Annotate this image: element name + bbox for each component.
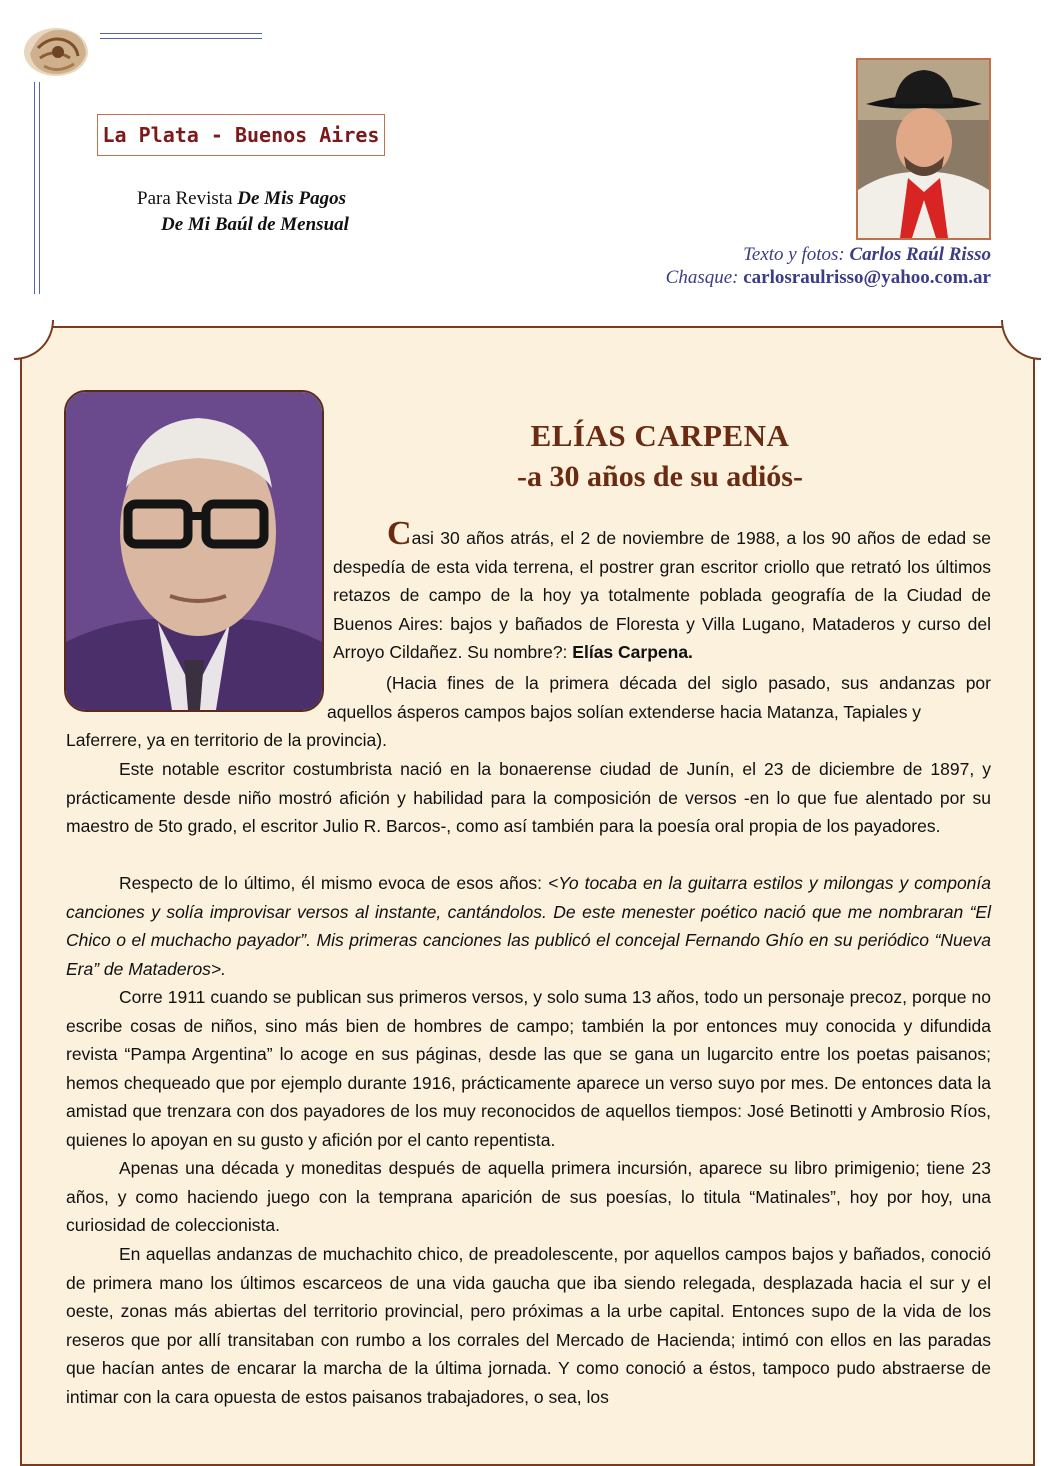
paragraph-6: Apenas una década y moneditas después de aquella primera incursión, aparece su libro primigenio; tiene 23 años, y como haciendo juego con la temprana aparición de sus poesías, lo titula “Matinales”, hoy por hoy, una curiosidad de coleccionista. xyxy=(66,1158,991,1236)
header-rule xyxy=(100,33,262,34)
author-photo xyxy=(856,58,991,240)
paragraph-2-rest: Laferrere, ya en territorio de la provincia). xyxy=(66,730,387,750)
side-rule xyxy=(39,82,40,294)
paragraph-2-first: (Hacia fines de la primera década del siglo pasado, sus andanzas por aquellos ásperos campos bajos solían extenderse hacia Matanza, Tapiales y xyxy=(327,673,991,722)
paragraph-1 xyxy=(333,515,991,667)
paragraph-4-intro: Respecto de lo último, él mismo evoca de esos años: xyxy=(119,873,548,893)
section-name: De Mi Baúl de Mensual xyxy=(161,214,349,235)
paragraph-7: En aquellas andanzas de muchachito chico, de preadolescente, por aquellos campos bajos y bañados, conoció de primera mano los últimos escarceos de una vida gaucha que iba siendo relegada, desplazada hacia el sur y el oeste, zonas más abiertas del territorio provincial, pero próximas a la urbe capital. Entonces supo de la vida de los reseros que por allí transitaban con rumbo a los corrales del Mercado de Hacienda; intimó con ellos en las paradas que hacían antes de encarar la marcha de la última jornada. Y como conoció a éstos, tampoco pudo abstraerse de intimar con la cara opuesta de estos paisanos trabajadores, o sea, los xyxy=(66,1244,991,1407)
magazine-line xyxy=(137,188,346,210)
subject-photo xyxy=(64,390,324,712)
subject-name: Elías Carpena. xyxy=(572,642,693,663)
contact-email: carlosraulrisso@yahoo.com.ar xyxy=(743,267,991,288)
paragraph-1-text: asi 30 años atrás, el 2 de noviembre de 1988, a los 90 años de edad se despedía de esta vida terrena, el postrer gran escritor criollo que retrató los últimos retazos de campo de la hoy ya totalmente poblada geografía de la Ciudad de Buenos Aires: bajos y bañados de Floresta y Villa Lugano, Mataderos y curso del Arroyo Cildañez. Su nombre?: xyxy=(333,528,991,663)
paragraph-3: Este notable escritor costumbrista nació en la bonaerense ciudad de Junín, el 23 de diciembre de 1897, y prácticamente desde niño mostró afición y habilidad para la composición de versos -en lo que fue alentado por su maestro de 5to grado, el escritor Julio R. Barcos-, como así también para la poesía oral propia de los payadores. xyxy=(66,759,991,837)
paragraph-4 xyxy=(66,869,991,983)
location-label: La Plata - Buenos Aires xyxy=(97,114,385,156)
paragraph-5: Corre 1911 cuando se publican sus primeros versos, y solo suma 13 años, todo un personaje precoz, porque no escribe cosas de niños, sino más bien de hombres de campo; también la por entonces muy conocida y difundida revista “Pampa Argentina” lo acoge en sus páginas, desde las que se gana un lugarcito entre los poetas paisanos; hemos chequeado que por ejemplo durante 1916, prácticamente aparece un verso suyo por mes. De entonces data la amistad que trenzara con dos payadores de los muy reconocidos de aquellos tiempos: José Betinotti y Ambrosio Ríos, quienes lo apoyan en su gusto y afición por el canto repentista. xyxy=(66,987,991,1150)
quote: <Yo tocaba en la guitarra estilos y milongas y componía canciones y solía improvisar versos al instante, cantándolos. De este menester poético nació que me nombraran “El Chico o el muchacho payador”. Mis primeras canciones las publicó el concejal Fernando Ghío en su periódico “Nueva Era” de Mataderos>. xyxy=(66,873,992,979)
header-rule xyxy=(100,38,262,39)
magazine-name: De Mis Pagos xyxy=(237,188,346,209)
article-title: ELÍAS CARPENA xyxy=(530,418,790,453)
credit-label: Texto y fotos: xyxy=(743,244,850,265)
contact-line xyxy=(666,267,991,289)
credit-line xyxy=(743,244,991,266)
drop-cap: C xyxy=(387,515,412,552)
magazine-logo xyxy=(20,18,96,80)
side-rule xyxy=(34,82,35,294)
article-subtitle: -a 30 años de su adiós- xyxy=(517,460,803,493)
contact-label: Chasque: xyxy=(665,267,744,288)
credit-name: Carlos Raúl Risso xyxy=(849,244,991,265)
for-prefix: Para Revista xyxy=(137,188,238,209)
